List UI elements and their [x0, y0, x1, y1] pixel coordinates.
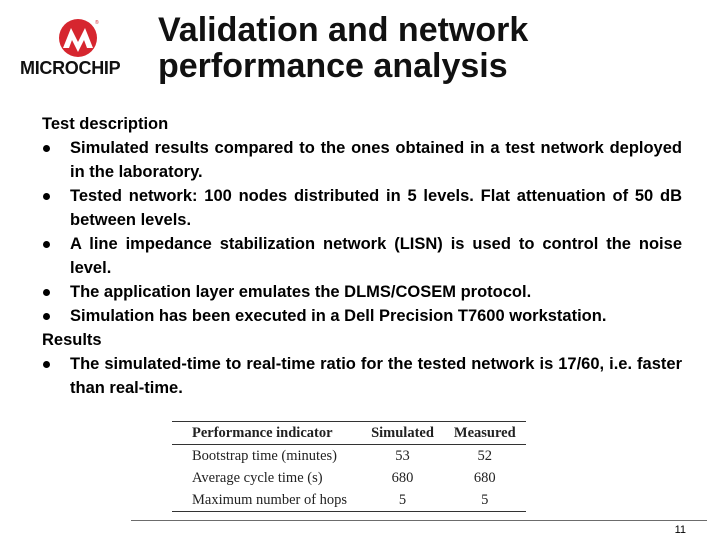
table-cell: 680 — [473, 469, 496, 486]
list-item-text: The simulated-time to real-time ratio for the tested network is 17/60, i.e. faster than real-time. — [70, 355, 682, 397]
list-item-text: Simulation has been executed in a Dell Precision T7600 workstation. — [70, 307, 607, 325]
list-item — [42, 280, 682, 304]
table-cell: 5 — [444, 489, 526, 512]
performance-table — [172, 421, 526, 512]
test-description-list — [42, 136, 682, 328]
results-heading: Results — [42, 331, 102, 349]
list-item — [42, 232, 682, 280]
table-cell: Average cycle time (s) — [192, 469, 323, 486]
test-description-heading: Test description — [42, 115, 169, 133]
table-cell: 5 — [361, 489, 444, 512]
microchip-wordmark: MICROCHIP — [20, 58, 121, 78]
column-header: Performance indicator — [172, 422, 361, 445]
table-cell: 680 — [391, 469, 414, 486]
list-item — [42, 136, 682, 184]
column-header: Measured — [444, 422, 526, 445]
table-cell: Bootstrap time (minutes) — [192, 447, 337, 464]
slide-title — [158, 12, 698, 84]
slide-body — [42, 112, 682, 400]
bullet-icon — [43, 145, 50, 152]
microchip-logo-icon — [56, 18, 100, 58]
bullet-icon — [43, 289, 50, 296]
bullet-icon — [43, 313, 50, 320]
bullet-icon — [43, 193, 50, 200]
list-item-text: Tested network: 100 nodes distributed in 5 levels. Flat attenuation of 50 dB between levels. — [70, 187, 682, 229]
list-item-text: The application layer emulates the DLMS/COSEM protocol. — [70, 283, 532, 301]
bullet-icon — [43, 241, 50, 248]
table-row — [172, 489, 526, 512]
list-item-text: A line impedance stabilization network (LISN) is used to control the noise level. — [70, 235, 682, 277]
microchip-logo — [20, 14, 136, 78]
table-header-row — [172, 422, 526, 445]
table-cell: Maximum number of hops — [172, 489, 361, 512]
page-number: 11 — [674, 524, 686, 536]
bullet-icon — [43, 361, 50, 368]
list-item — [42, 304, 682, 328]
list-item — [42, 352, 682, 400]
table-cell: 53 — [395, 447, 410, 464]
slide-title-line-1: Validation and network — [158, 11, 529, 49]
list-item-text: Simulated results compared to the ones obtained in a test network deployed in the laboratory. — [70, 139, 682, 181]
table-cell: 52 — [477, 447, 493, 464]
list-item — [42, 184, 682, 232]
table-row — [172, 467, 526, 489]
results-list — [42, 352, 682, 400]
svg-text:®: ® — [95, 20, 99, 26]
table-row — [172, 445, 526, 468]
slide-title-line-2: performance analysis — [158, 47, 508, 85]
column-header: Simulated — [361, 422, 444, 445]
performance-table-image — [166, 413, 582, 521]
